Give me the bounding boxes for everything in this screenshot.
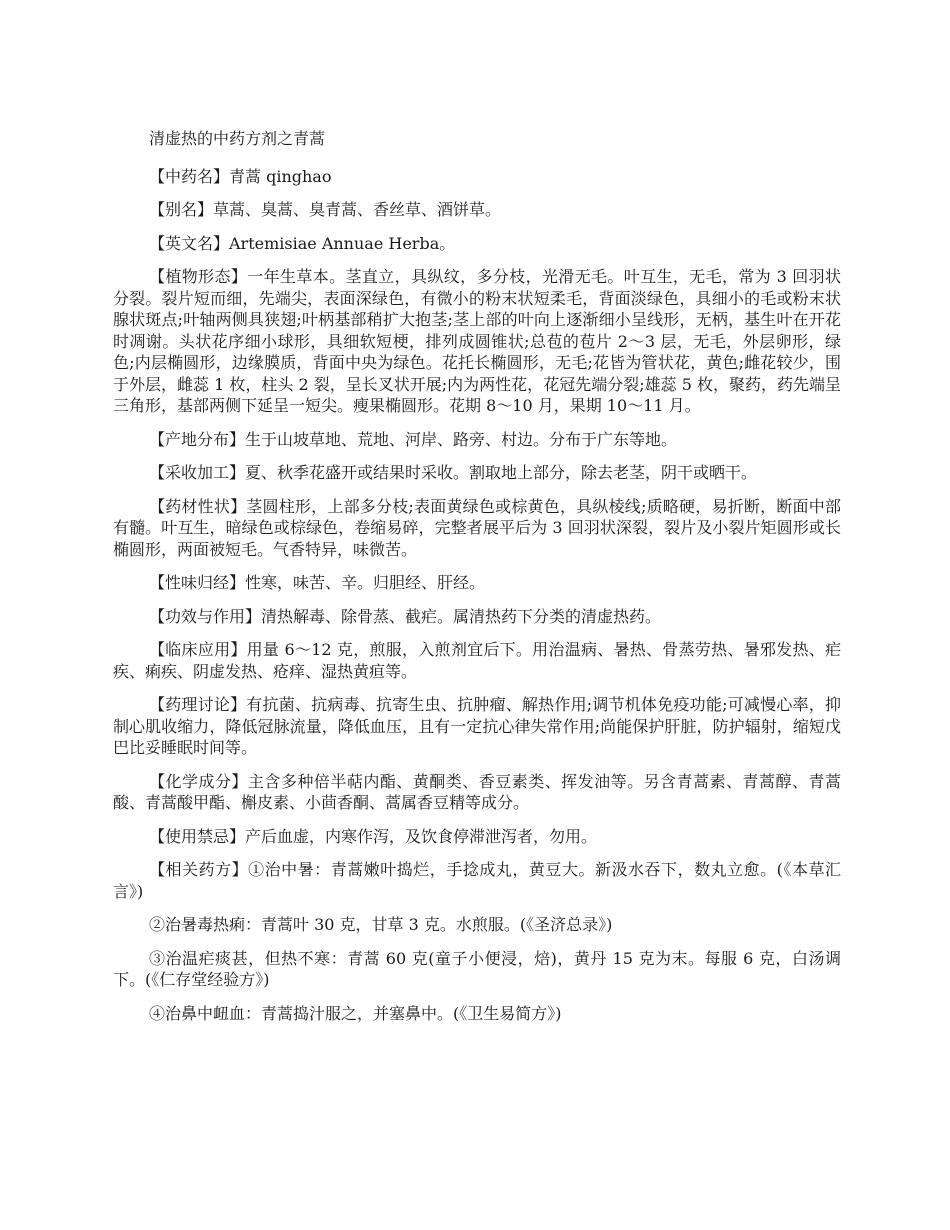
paragraph-distribution: 【产地分布】生于山坡草地、荒地、河岸、路旁、村边。分布于广东等地。 [149,429,678,449]
paragraph-contraindications: 【使用禁忌】产后血虚，内寒作泻，及饮食停滞泄泻者，勿用。 [149,826,598,846]
paragraph-clinical-use: 【临床应用】用量 6～12 克，煎服，入煎剂宜后下。用治温病、暑热、骨蒸劳热、暑邪发热、疟疾、痢疾、阴虚发热、疮痒、湿热黄疸等。 [113,640,841,681]
paragraph-plant-morphology: 【植物形态】一年生草本。茎直立，具纵纹，多分枝，光滑无毛。叶互生，无毛，常为 3 回羽状分裂。裂片短而细，先端尖，表面深绿色，有微小的粉末状短柔毛，背面淡绿色，具细小的毛或粉末状腺状斑点;叶轴两侧具狭翅;叶柄基部稍扩大抱茎;茎上部的叶向上逐渐细小呈线形，无柄，基生叶在开花时凋谢。头状花序细小球形，具细软短梗，排列成圆锥状;总苞的苞片 2～3 层，无毛，外层卵形，绿色;内层椭圆形，边缘膜质，背面中央为绿色。花托长椭圆形，无毛;花皆为管状花，黄色;雌花较少，围于外层，雌蕊 1 枚，柱头 2 裂，呈长叉状开展;内为两性花，花冠先端分裂;雄蕊 5 枚，聚药，药先端呈三角形，基部两侧下延呈一短尖。瘦果椭圆形。花期 8～10 月，果期 10～11 月。 [113,267,841,415]
document-title: 清虚热的中药方剂之青蒿 [149,129,326,148]
paragraph-efficacy: 【功效与作用】清热解毒、除骨蒸、截疟。属清热药下分类的清虚热药。 [149,606,662,626]
paragraph-prescription-2: ②治暑毒热痢：青蒿叶 30 克，甘草 3 克。水煎服。(《圣济总录》) [149,915,613,934]
paragraph-pharmacology: 【药理讨论】有抗菌、抗病毒、抗寄生虫、抗肿瘤、解热作用;调节机体免疫功能;可减慢心率，抑制心肌收缩力，降低冠脉流量，降低血压，且有一定抗心律失常作用;尚能保护肝脏，防护辐射，缩短戊巴比妥睡眠时间等。 [113,695,841,757]
paragraph-english-name: 【英文名】Artemisiae Annuae Herba。 [149,233,456,253]
paragraph-alias: 【别名】草蒿、臭蒿、臭青蒿、香丝草、酒饼草。 [149,200,502,219]
paragraph-prescription-1: 【相关药方】①治中暑：青蒿嫩叶捣烂，手捻成丸，黄豆大。新汲水吞下，数丸立愈。(《本草汇言》) [113,860,841,901]
paragraph-prescription-3: ③治温疟痰甚，但热不寒：青蒿 60 克(童子小便浸，焙)，黄丹 15 克为末。每服 6 克，白汤调下。(《仁存堂经验方》) [113,948,841,989]
paragraph-chemical-composition: 【化学成分】主含多种倍半萜内酯、黄酮类、香豆素类、挥发油等。另含青蒿素、青蒿醇、青蒿酸、青蒿酸甲酯、槲皮素、小茴香酮、蒿属香豆精等成分。 [113,771,841,812]
paragraph-harvest: 【采收加工】夏、秋季花盛开或结果时采收。割取地上部分，除去老茎，阴干或晒干。 [149,463,758,482]
paragraph-nature-meridian: 【性味归经】性寒，味苦、辛。归胆经、肝经。 [149,573,486,592]
document-page [113,128,841,1036]
paragraph-prescription-4: ④治鼻中衄血：青蒿捣汁服之，并塞鼻中。(《卫生易简方》) [149,1003,562,1023]
paragraph-drug-name: 【中药名】青蒿 qinghao [149,166,332,186]
paragraph-herb-characteristics: 【药材性状】茎圆柱形，上部多分枝;表面黄绿色或棕黄色，具纵棱线;质略硬，易折断，断面中部有髓。叶互生，暗绿色或棕绿色，卷缩易碎，完整者展平后为 3 回羽状深裂，裂片及小裂片矩圆形或长椭圆形，两面被短毛。气香特异，味微苦。 [113,496,841,559]
